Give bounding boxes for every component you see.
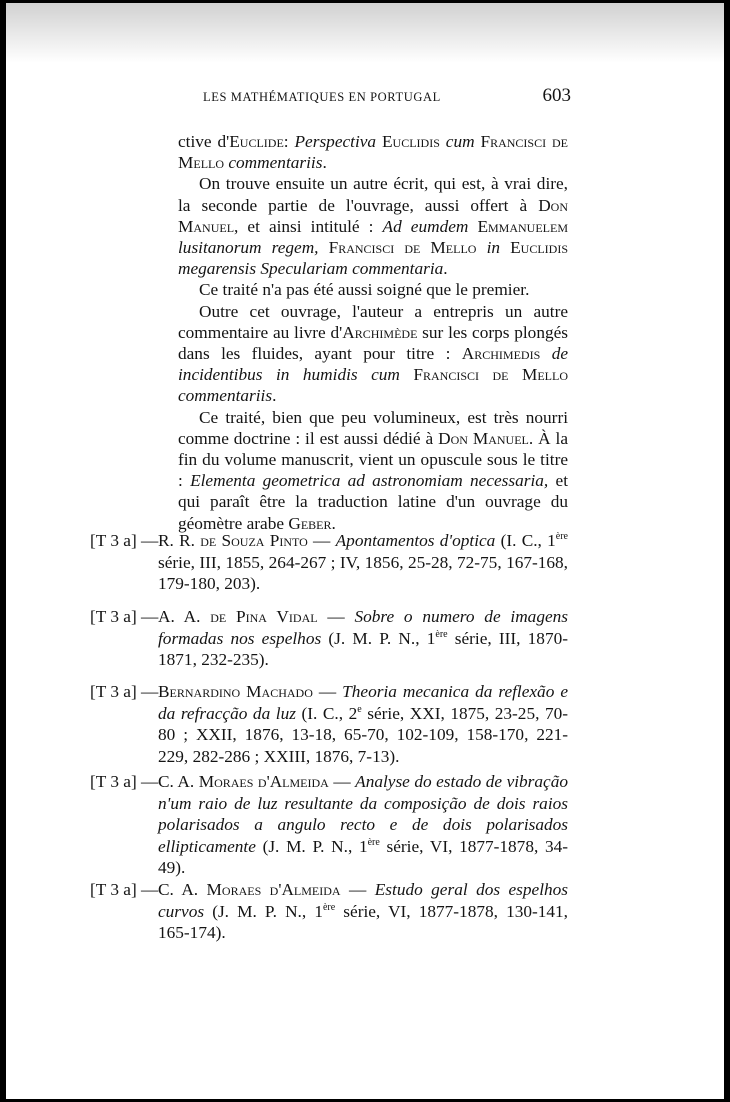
scan-shadow [6,3,724,63]
bib-classification: [T 3 a] — [90,682,159,701]
bib-entry [90,606,568,671]
bib-reference: A. A. de Pina Vidal — Sobre o numero de imagens formadas nos espelhos (J. M. P. N., 1ère série, III, 1870-1871, 232-235). [158,607,568,669]
bib-classification: [T 3 a] — [90,531,159,550]
paragraph-3: Ce traité n'a pas été aussi soigné que le premier. [199,280,530,300]
bib-reference: C. A. Moraes d'Almeida — Estudo geral dos espelhos curvos (J. M. P. N., 1ère série, VI, 1877-1878, 130-141, 165-174). [158,880,569,942]
bib-reference: Bernardino Machado — Theoria mecanica da reflexão e da refracção da luz (I. C., 2e série, XXI, 1875, 23-25, 70-80 ; XXII, 1876, 13-18, 65-70, 102-109, 158-170, 221-229, 282-286 ; XXIII, 1876, 7-13). [158,682,569,766]
bib-classification: [T 3 a] — [90,880,159,899]
page-number: 603 [542,85,571,106]
bib-classification: [T 3 a] — [90,607,159,626]
paragraph-4: Outre cet ouvrage, l'auteur a entrepris un autre commentaire au livre d'Archimède sur les corps plongés dans les fluides, ayant pour titre : Archimedis de incidentibus in humidis cum Francisci de Mello commentariis. [178,301,568,406]
running-title: LES MATHÉMATIQUES EN PORTUGAL [203,90,441,104]
bib-reference: R. R. de Souza Pinto — Apontamentos d'optica (I. C., 1ère série, III, 1855, 264-267 ; IV, 1856, 25-28, 72-75, 167-168, 179-180, 203). [158,531,568,593]
page-header [203,85,571,109]
bib-entry [90,879,568,944]
bib-classification: [T 3 a] — [90,772,159,791]
bib-reference: C. A. Moraes d'Almeida — Analyse do estado de vibração n'um raio de luz resultante da composição de dois raios polarisados a angulo recto e de dois polarisados ellipticamente (J. M. P. N., 1ère série, VI, 1877-1878, 34-49). [158,772,569,877]
paragraph-2: On trouve ensuite un autre écrit, qui est, à vrai dire, la seconde partie de l'ouvrage, aussi offert à Don Manuel, et ainsi intitulé : Ad eumdem Emmanuelem lusitanorum regem, Francisci de Mello in Euclidis megarensis Speculariam commentaria. [178,174,569,279]
main-text [178,131,568,534]
bib-entry [90,681,568,767]
scan-border-left [0,0,6,1102]
paragraph-1: ctive d'Euclide: Perspectiva Euclidis cum Francisci de Mello commentariis. [178,132,568,173]
bib-entry [90,530,568,595]
paragraph-5: Ce traité, bien que peu volumineux, est très nourri comme doctrine : il est aussi dédié à Don Manuel. À la fin du volume manuscrit, vient un opuscule sous le titre : Elementa geometrica ad astronomiam necessaria, et qui paraît être la traduction latine d'un ouvrage du géomètre arabe Geber. [178,407,568,533]
bib-entry [90,771,568,879]
scan-border-right [724,0,730,1102]
